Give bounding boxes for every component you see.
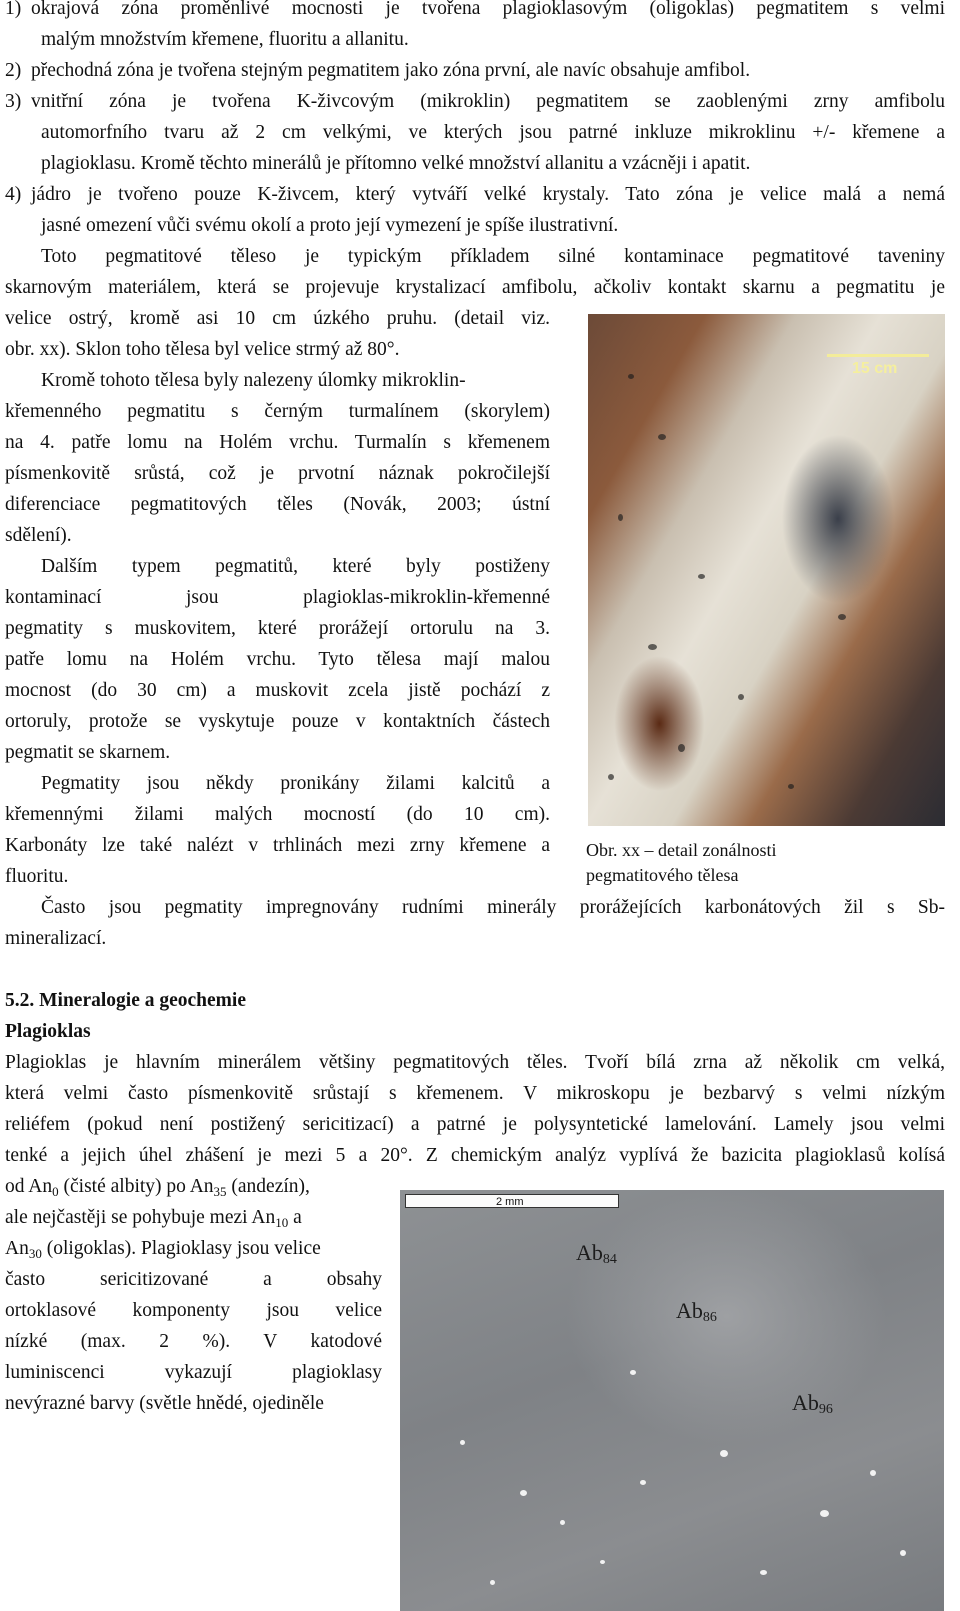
body-line: Dalším typem pegmatitů, které byly postiženy bbox=[41, 556, 550, 577]
bse-microscope-image bbox=[400, 1190, 944, 1611]
scale-bar bbox=[827, 354, 929, 357]
body-line: sdělení). bbox=[5, 525, 72, 546]
section-heading: 5.2. Mineralogie a geochemie bbox=[5, 990, 246, 1011]
list-item-3-line-2: automorfního tvaru až 2 cm velkými, ve kterých jsou patrné inkluze mikroklinu +/- křemene a bbox=[41, 122, 945, 143]
albite-label: $Ab_{84}$ bbox=[576, 1240, 617, 1267]
plagioclase-line: reliéfem (pokud není postižený sericitizací) a patrné je polysyntetické lamelování. Lamely jsou velmi bbox=[5, 1114, 945, 1135]
plagioclase-line: která velmi často písmenkovitě srůstají s křemenem. V mikroskopu je bezbarvý s velmi nízkým bbox=[5, 1083, 945, 1104]
paragraph-contamination-line-2: skarnovým materiálem, která se projevuje krystalizací amfibolu, ačkoliv kontakt skarnu a pegmatitu je bbox=[5, 277, 945, 298]
list-item-3-line-3: plagioklasu. Kromě těchto minerálů je přítomno velké množství allanitu a vzácněji i apatit. bbox=[41, 153, 751, 174]
scale-label: 2 mm bbox=[496, 1196, 524, 1208]
body-line: fluoritu. bbox=[5, 866, 69, 887]
plagioclase-narrow-line: nízké (max. 2 %). V katodové bbox=[5, 1331, 382, 1352]
plagioclase-narrow-line: luminiscenci vykazují plagioklasy bbox=[5, 1362, 382, 1383]
paragraph-contamination-line-1: Toto pegmatitové těleso je typickým příkladem silné kontaminace pegmatitové taveniny bbox=[41, 246, 945, 267]
list-item-1-line-2: malým množstvím křemene, fluoritu a allanitu. bbox=[41, 29, 409, 50]
albite-label: $Ab_{86}$ bbox=[676, 1298, 717, 1325]
list-item-1-line-1: 1) okrajová zóna proměnlivé mocnosti je tvořena plagioklasovým (oligoklas) pegmatitem s velmi bbox=[5, 0, 945, 19]
body-line: pegmatit se skarnem. bbox=[5, 742, 171, 763]
body-line: písmenkovitě srůstá, což je prvotní náznak pokročilejší bbox=[5, 463, 550, 484]
plagioclase-narrow-line: nevýrazné barvy (světle hnědé, ojediněle bbox=[5, 1393, 324, 1414]
body-line: diferenciace pegmatitových těles (Novák, 2003; ústní bbox=[5, 494, 550, 515]
body-line: Pegmatity jsou někdy pronikány žilami kalcitů a bbox=[41, 773, 550, 794]
plagioclase-narrow-line: $An_{30}$ (oligoklas). Plagioklasy jsou velice bbox=[5, 1238, 321, 1261]
paragraph-mineralization-line-1: Často jsou pegmatity impregnovány rudními minerály prorážejících karbonátových žil s Sb- bbox=[41, 897, 945, 918]
body-line: Kromě tohoto tělesa byly nalezeny úlomky mikroklin- bbox=[41, 370, 466, 391]
body-line: křemenného pegmatitu s černým turmalínem (skorylem) bbox=[5, 401, 550, 422]
plagioclase-narrow-line: od $An_0$ (čisté albity) po $An_{35}$ (andezín), bbox=[5, 1176, 310, 1199]
subsection-heading: Plagioklas bbox=[5, 1021, 91, 1042]
paragraph-mineralization-line-2: mineralizací. bbox=[5, 928, 107, 949]
scale-bar bbox=[405, 1194, 619, 1208]
body-line: kontaminací jsou plagioklas-mikroklin-křemenné bbox=[5, 587, 550, 608]
body-line: pegmatity s muskovitem, které prorážejí ortorulu na 3. bbox=[5, 618, 550, 639]
plagioclase-line: tenké a jejich úhel zhášení je mezi 5 a 20°. Z chemickým analýz vyplívá že bazicita plagioklasů kolísá bbox=[5, 1145, 945, 1166]
figure-caption bbox=[586, 838, 776, 888]
caption-line-2: pegmatitového tělesa bbox=[586, 865, 739, 885]
body-line: na 4. patře lomu na Holém vrchu. Turmalín s křemenem bbox=[5, 432, 550, 453]
body-line: mocnost (do 30 cm) a muskovit zcela jistě pochází z bbox=[5, 680, 550, 701]
list-item-4-line-2: jasné omezení vůči svému okolí a proto její vymezení je spíše ilustrativní. bbox=[41, 215, 619, 236]
body-line: velice ostrý, kromě asi 10 cm úzkého pruhu. (detail viz. bbox=[5, 308, 550, 329]
plagioclase-narrow-line: ortoklasové komponenty jsou velice bbox=[5, 1300, 382, 1321]
scale-label: 15 cm bbox=[852, 360, 898, 377]
body-line: patře lomu na Holém vrchu. Tyto tělesa mají malou bbox=[5, 649, 550, 670]
plagioclase-line: Plagioklas je hlavním minerálem většiny pegmatitových těles. Tvoří bílá zrna až několik cm velká, bbox=[5, 1052, 945, 1073]
body-line: ortoruly, protože se vyskytuje pouze v kontaktních částech bbox=[5, 711, 550, 732]
pegmatite-zonality-photo bbox=[588, 314, 945, 826]
list-item-4-line-1: 4) jádro je tvořeno pouze K-živcem, který vytváří velké krystaly. Tato zóna je velice malá a nemá bbox=[5, 184, 945, 205]
body-line: Karbonáty lze také nalézt v trhlinách mezi zrny křemene a bbox=[5, 835, 550, 856]
body-line: obr. xx). Sklon toho tělesa byl velice strmý až 80°. bbox=[5, 339, 400, 360]
list-item-3-line-1: 3) vnitřní zóna je tvořena K-živcovým (mikroklin) pegmatitem se zaoblenými zrny amfibolu bbox=[5, 91, 945, 112]
plagioclase-narrow-line: často sericitizované a obsahy bbox=[5, 1269, 382, 1290]
caption-line-1: Obr. xx – detail zonálnosti bbox=[586, 840, 777, 860]
list-item-2: 2) přechodná zóna je tvořena stejným pegmatitem jako zóna první, ale navíc obsahuje amfibol. bbox=[5, 60, 751, 81]
body-line: křemennými žilami malých mocností (do 10 cm). bbox=[5, 804, 550, 825]
albite-label: $Ab_{96}$ bbox=[792, 1390, 833, 1417]
plagioclase-narrow-line: ale nejčastěji se pohybuje mezi $An_{10}$ a bbox=[5, 1207, 302, 1230]
